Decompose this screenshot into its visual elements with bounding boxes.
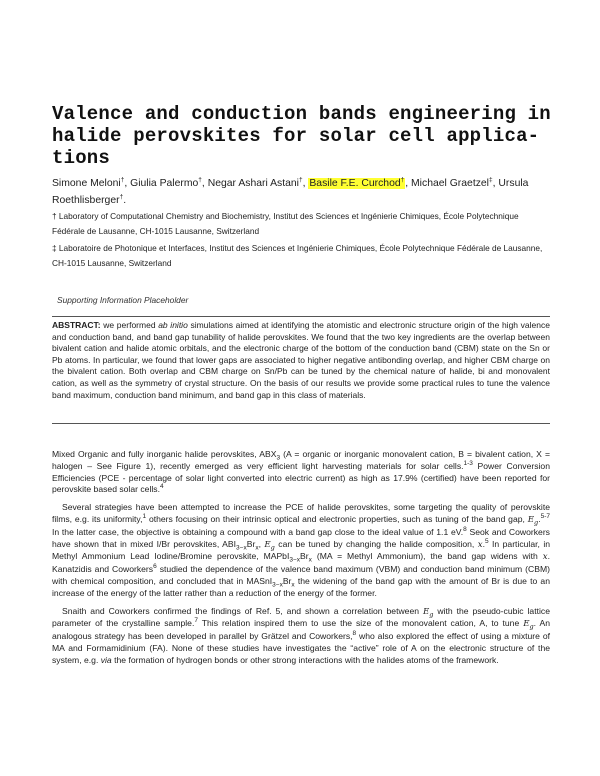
abstract-label: ABSTRACT:: [52, 320, 101, 330]
highlighted-author-name: Basile F.E. Curchod†: [309, 176, 405, 189]
paper-title: Valence and conduction bands engineering in halide perovskites for solar cell applica‐tions: [52, 103, 551, 169]
paragraph: Several strategies have been attempted to increase the PCE of halide perovskites, some targeting the quality of perovskite films, e.g. its uniformity,$^1$ others focusing on their intrinsic optical and electronic properties, such as tuning of the band gap, $E_g.^{5-7}$ In the latter case, the objective is obtaining a compound with a band gap close to the ideal value of 1.1 eV.$^8$ Seok and Coworkers have shown that in mixed I/Br perovskites, $ABI_{3-x}Br_x$, $E_g$ can be tuned by changing the halide composition, x.$^5$ In particular, in Methyl Ammonium Lead Iodine/Bromine perovskite, $MAPbI_{3-x}Br_x$ (MA = Methyl Ammonium), the band gap widens with x. Kanatzidis and Coworkers$^6$ studied the dependence of the valence band maximum (VBM) and conduction band minimum (CBM) with chemical composition, and concluded that in $MASnI_{3-x}Br_x$ the widening of the band gap with the amount of Br is due to an increase of the energy of the latter rather than a reduction of the energy of the former.: [52, 502, 551, 598]
author-name: Giulia Palermo: [130, 178, 199, 189]
author-name: Negar Ashari Astani: [207, 178, 299, 189]
author-name: Ursula Roethlisberger: [52, 178, 529, 206]
abstract-top-rule: [52, 316, 550, 317]
abstract-bottom-rule: [52, 423, 550, 424]
author-name: Michael Graetzel: [411, 178, 489, 189]
affiliation-mark: †: [198, 176, 202, 184]
affiliation-mark: †: [120, 176, 125, 184]
supporting-information-note: Supporting Information Placeholder: [57, 295, 189, 305]
abstract: ABSTRACT: we performed ab initio simulations aimed at identifying the atomistic and electronic structure origin of the high valence and conduction band, and band gap tunability of halide perovskites. We found that the two key ingredients are the overlap between bivalent cation and halide atomic orbitals, and the electronic charge of the bottom of the conduction band (CBM) state on the Sn or Pb atoms. In particular, we found that lower gaps are associated to higher negative antibonding overlap, and higher CBM charge on the bivalent cation. Both overlap and CBM charge on Sn/Pb can be tuned by the chemical nature of halide, bi and monovalent cation, as well as the symmetry of crystal structure. On the basis of our results we provide some practical rules to tune the valence band maximum, conduction band minimum, and band gap in this class of materials.: [52, 320, 550, 400]
author-name: Simone Meloni: [52, 178, 121, 189]
affiliation-mark: †: [119, 193, 124, 201]
affiliation-mark: †: [298, 176, 303, 184]
affiliation-double-dagger: ‡ Laboratoire de Photonique et Interfaces, Institut des Sciences et Ingénierie Chimiques, École Polytechnique Fédérale de Lausanne, CH-1015 Lausanne, Switzerland: [52, 243, 543, 268]
body-text: [52, 449, 550, 673]
author-list: Simone Meloni†, Giulia Palermo†, Negar Ashari Astani†, Basile F.E. Curchod†, Michael Graetzel‡, Ursula Roethlisberger†.: [52, 176, 529, 206]
paragraph: Mixed Organic and fully inorganic halide perovskites, $ABX_3$ (A = organic or inorganic monovalent cation, B = bivalent cation, X = halogen – See Figure 1), recently emerged as very efficient light harvesting materials for solar cells.$^{1-3}$ Power Conversion Efficiencies (PCE - percentage of solar light converted into electric current) as high as 17.9% (certified) have been reported for perovskite based solar cells.$^4$: [52, 449, 550, 495]
paragraph: Snaith and Coworkers confirmed the findings of Ref. 5, and shown a correlation between $E_g$ with the pseudo-cubic lattice parameter of the crystalline sample.$^7$ This relation inspired them to use the size of the monovalent cation, A, to tune $E_g$. An analogous strategy has been developed in parallel by Grätzel and Coworkers,$^8$ who also explored the effect of using a mixture of MA and Formamidinium (FA). None of these studies have investigates the “active” role of A on the electronic structure of the system, e.g. via the formation of hydrogen bonds or other strong interactions with the halides atoms of the framework.: [52, 605, 551, 665]
affiliation-mark: ‡: [489, 176, 493, 184]
affiliation-dagger: † Laboratory of Computational Chemistry and Biochemistry, Institut des Sciences et Ingénierie Chimiques, École Polytechnique Fédérale de Lausanne, CH-1015 Lausanne, Switzerland: [52, 211, 519, 236]
